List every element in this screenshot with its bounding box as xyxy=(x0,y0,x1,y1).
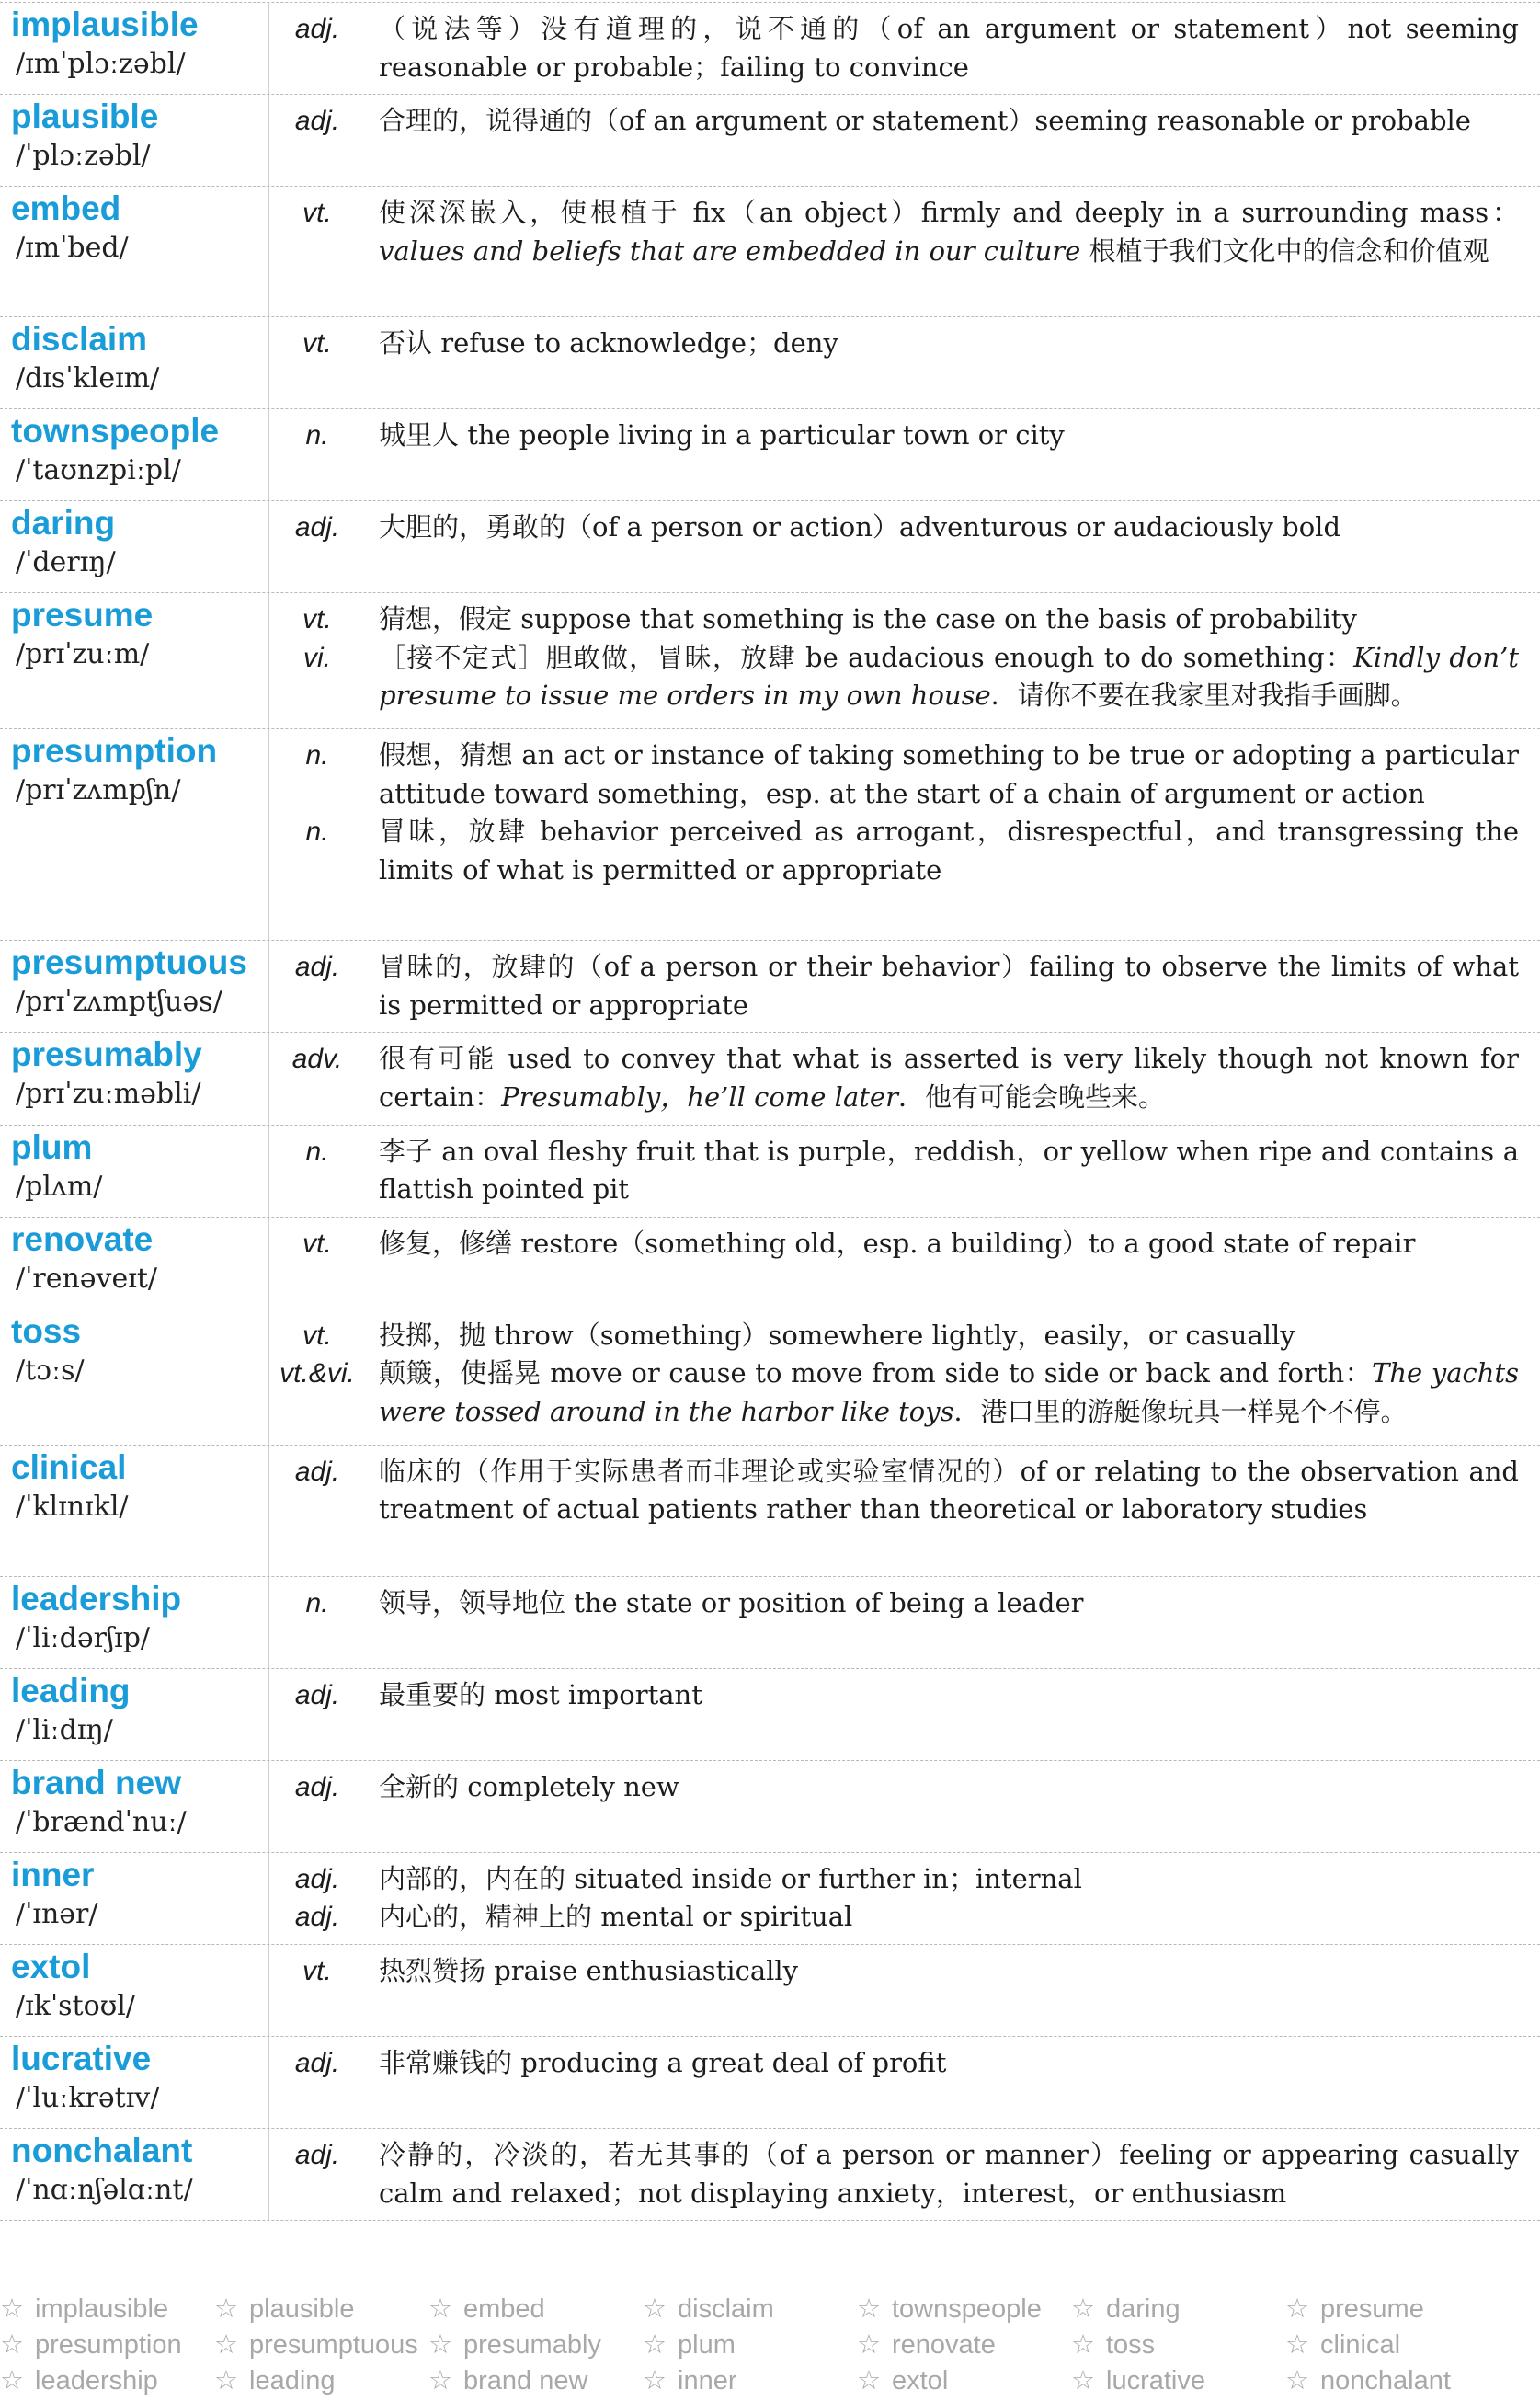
index-word: clinical xyxy=(1320,2330,1401,2360)
definition-cell xyxy=(269,1945,1540,2036)
sense xyxy=(269,1317,1519,1355)
definition-text: 城里人 the people living in a particular town or city xyxy=(379,419,1065,452)
word-index xyxy=(0,2291,1540,2398)
part-of-speech: adj. xyxy=(294,14,340,44)
entry-row xyxy=(0,1309,1540,1446)
sense xyxy=(269,1133,1519,1209)
part-of-speech: n. xyxy=(305,1136,329,1167)
entry-row xyxy=(0,3,1540,95)
headword: presumptuous xyxy=(11,943,247,982)
word-cell xyxy=(0,941,269,1032)
word-cell xyxy=(0,1126,269,1217)
definition-text: 猜想，假定 suppose that something is the case on the basis of probability xyxy=(379,603,1357,635)
part-of-speech: adj. xyxy=(294,1679,340,1710)
sense xyxy=(269,102,1519,141)
sense xyxy=(269,10,1519,86)
index-word: presumption xyxy=(35,2330,182,2360)
word-cell xyxy=(0,1577,269,1668)
sense xyxy=(269,1453,1519,1529)
definition xyxy=(379,509,1519,547)
phonetic: /ˈklɪnɪkl/ xyxy=(16,1490,129,1523)
index-item xyxy=(857,2362,1071,2398)
part-of-speech: adj. xyxy=(294,2139,340,2170)
entry-row xyxy=(0,1853,1540,1945)
definition-text: 合理的，说得通的（of an argument or statement）seeming reasonable or probable xyxy=(379,105,1471,137)
sense xyxy=(269,194,1519,270)
entry-row xyxy=(0,501,1540,593)
definition-cell xyxy=(269,1218,1540,1309)
vocabulary-table xyxy=(0,2,1540,2221)
definition xyxy=(379,1860,1519,1899)
phonetic: /ˈtaʊnzpiːpl/ xyxy=(16,454,181,487)
word-cell xyxy=(0,2037,269,2128)
definition-text: 临床的（作用于实际患者而非理论或实验室情况的）of or relating to the observation and treatment of actual patients rather than theoretical or laboratory studies xyxy=(379,1455,1519,1526)
phonetic: /tɔːs/ xyxy=(16,1354,85,1387)
index-item xyxy=(1285,2327,1500,2362)
phonetic: /dɪsˈkleɪm/ xyxy=(16,362,160,395)
entry-row xyxy=(0,1033,1540,1125)
index-item xyxy=(643,2327,857,2362)
word-cell xyxy=(0,317,269,408)
part-of-speech: n. xyxy=(305,420,329,452)
phonetic: /plʌm/ xyxy=(16,1170,103,1203)
phonetic: /prɪˈzʌmpʃn/ xyxy=(16,774,181,807)
sense xyxy=(269,1898,1519,1937)
definition xyxy=(379,1676,1519,1715)
sense xyxy=(269,2044,1519,2083)
index-word: inner xyxy=(678,2366,737,2395)
index-item xyxy=(428,2327,643,2362)
index-item xyxy=(1285,2362,1500,2398)
word-cell xyxy=(0,1309,269,1445)
definition xyxy=(379,639,1519,715)
index-word: extol xyxy=(892,2366,949,2395)
definition xyxy=(379,1133,1519,1209)
index-item xyxy=(857,2327,1071,2362)
entry-row xyxy=(0,317,1540,409)
headword: plausible xyxy=(11,97,159,136)
index-item xyxy=(1071,2362,1285,2398)
index-word: toss xyxy=(1106,2330,1156,2360)
star-icon: ☆ xyxy=(428,2364,452,2395)
definition-cell xyxy=(269,1126,1540,1217)
headword: inner xyxy=(11,1855,95,1893)
phonetic: /ˈnɑːnʃəlɑːnt/ xyxy=(16,2173,193,2206)
entry-row xyxy=(0,409,1540,501)
definition xyxy=(379,1225,1519,1263)
definition xyxy=(379,1584,1519,1623)
definition xyxy=(379,417,1519,455)
sense xyxy=(269,509,1519,547)
definition-cell xyxy=(269,2037,1540,2128)
definition-text: 最重要的 most important xyxy=(379,1678,702,1710)
headword: townspeople xyxy=(11,412,220,451)
part-of-speech: vt. xyxy=(302,328,332,360)
star-icon: ☆ xyxy=(643,2328,667,2360)
definition-text: 投掷，抛 throw（something）somewhere lightly，easily，or casually xyxy=(379,1319,1295,1351)
sense xyxy=(269,1860,1519,1899)
definition-text: 否认 refuse to acknowledge；deny xyxy=(379,327,838,360)
sense xyxy=(269,948,1519,1024)
entry-row xyxy=(0,1577,1540,1669)
sense xyxy=(269,1040,1519,1116)
entry-row xyxy=(0,1218,1540,1309)
definition-cell xyxy=(269,1761,1540,1852)
definition xyxy=(379,948,1519,1024)
headword: renovate xyxy=(11,1219,154,1258)
headword: toss xyxy=(11,1311,82,1350)
part-of-speech: adj. xyxy=(294,512,340,543)
index-word: embed xyxy=(463,2294,545,2324)
definition-text: 修复，修缮 restore（something old，esp. a building）to a good state of repair xyxy=(379,1227,1416,1259)
word-cell xyxy=(0,3,269,94)
definition xyxy=(379,2044,1519,2083)
definition xyxy=(379,1040,1519,1116)
example-sentence: The yachts were tossed around in the harbor like toys xyxy=(379,1357,1519,1427)
definition-text: 内部的，内在的 situated inside or further in；internal xyxy=(379,1862,1082,1894)
definition xyxy=(379,1453,1519,1529)
definition xyxy=(379,2136,1519,2212)
definition-text: 根植于我们文化中的信念和价值观 xyxy=(1080,234,1489,267)
phonetic: /ˈrenəveɪt/ xyxy=(16,1262,157,1295)
definition-text: 李子 an oval fleshy fruit that is purple，reddish，or yellow when ripe and contains a flattish pointed pit xyxy=(379,1135,1519,1206)
definition-text: 冒昧的，放肆的（of a person or their behavior）failing to observe the limits of what is permitted or appropriate xyxy=(379,951,1519,1021)
headword: leadership xyxy=(11,1579,182,1618)
definition-cell xyxy=(269,1669,1540,1760)
star-icon: ☆ xyxy=(214,2364,238,2395)
index-item xyxy=(1071,2291,1285,2327)
word-cell xyxy=(0,1945,269,2036)
word-cell xyxy=(0,1033,269,1124)
sense xyxy=(269,1768,1519,1807)
phonetic: /ɪmˈbed/ xyxy=(16,232,129,265)
headword: leading xyxy=(11,1671,131,1709)
definition-cell xyxy=(269,95,1540,186)
sense xyxy=(269,639,1519,715)
index-item xyxy=(0,2327,214,2362)
part-of-speech: vt. xyxy=(302,1955,332,1986)
part-of-speech: vt. xyxy=(302,604,332,635)
phonetic: /prɪˈzʌmptʃuəs/ xyxy=(16,986,222,1019)
index-item xyxy=(428,2291,643,2327)
word-cell xyxy=(0,729,269,940)
sense xyxy=(269,1952,1519,1991)
phonetic: /ˈbrændˈnuː/ xyxy=(16,1805,187,1838)
word-cell xyxy=(0,95,269,186)
definition-text: 假想，猜想 an act or instance of taking something to be true or adopting a particular attitude toward something，esp. at the start of a chain of argument or action xyxy=(379,739,1519,809)
star-icon: ☆ xyxy=(1285,2292,1309,2324)
definition-text: ．请你不要在我家里对我指手画脚。 xyxy=(990,680,1418,712)
definition xyxy=(379,1952,1519,1991)
part-of-speech: adj. xyxy=(294,1456,340,1487)
definition xyxy=(379,600,1519,639)
index-word: leading xyxy=(249,2366,336,2395)
index-item xyxy=(428,2362,643,2398)
star-icon: ☆ xyxy=(1071,2292,1095,2324)
phonetic: /ˈluːkrətɪv/ xyxy=(16,2081,160,2114)
definition-cell xyxy=(269,501,1540,592)
star-icon: ☆ xyxy=(0,2364,24,2395)
index-word: renovate xyxy=(892,2330,996,2360)
part-of-speech: adj. xyxy=(294,106,340,137)
sense xyxy=(269,2136,1519,2212)
definition-text: 内心的，精神上的 mental or spiritual xyxy=(379,1901,853,1933)
definition xyxy=(379,10,1519,86)
index-word: lucrative xyxy=(1106,2366,1205,2395)
definition-text: 热烈赞扬 praise enthusiastically xyxy=(379,1954,799,1986)
part-of-speech: adj. xyxy=(294,1771,340,1802)
word-cell xyxy=(0,501,269,592)
entry-row xyxy=(0,2129,1540,2221)
index-item xyxy=(0,2362,214,2398)
sense xyxy=(269,1355,1519,1431)
star-icon: ☆ xyxy=(214,2292,238,2324)
index-word: brand new xyxy=(463,2366,588,2395)
definition xyxy=(379,1898,1519,1937)
phonetic: /ˈderɪŋ/ xyxy=(16,546,116,579)
star-icon: ☆ xyxy=(857,2328,881,2360)
entry-row xyxy=(0,1761,1540,1853)
definition xyxy=(379,1355,1519,1431)
definition-cell xyxy=(269,1446,1540,1576)
headword: extol xyxy=(11,1947,91,1985)
part-of-speech: vi. xyxy=(303,642,331,673)
sense xyxy=(269,1225,1519,1263)
part-of-speech: n. xyxy=(305,740,329,772)
entry-row xyxy=(0,1945,1540,2037)
index-item xyxy=(214,2291,428,2327)
word-cell xyxy=(0,2129,269,2220)
phonetic: /ˈplɔːzəbl/ xyxy=(16,140,151,173)
word-cell xyxy=(0,187,269,316)
word-cell xyxy=(0,1853,269,1944)
headword: brand new xyxy=(11,1763,182,1801)
definition-cell xyxy=(269,1033,1540,1124)
word-cell xyxy=(0,1446,269,1576)
definition-text: ．他有可能会晚些来。 xyxy=(897,1080,1165,1113)
part-of-speech: vt. xyxy=(302,198,332,229)
definition xyxy=(379,1317,1519,1355)
entry-row xyxy=(0,1126,1540,1218)
index-item xyxy=(214,2362,428,2398)
headword: disclaim xyxy=(11,320,148,359)
word-cell xyxy=(0,593,269,728)
sense xyxy=(269,1676,1519,1715)
part-of-speech: adj. xyxy=(294,1863,340,1894)
definition-text: 冷静的，冷淡的，若无其事的（of a person or manner）feeling or appearing casually calm and relaxed；not displaying anxiety，interest，or enthusiasm xyxy=(379,2138,1519,2209)
sense xyxy=(269,813,1519,889)
word-cell xyxy=(0,409,269,500)
example-sentence: values and beliefs that are embedded in our culture xyxy=(379,234,1081,267)
index-item xyxy=(857,2291,1071,2327)
index-word: nonchalant xyxy=(1320,2366,1451,2395)
entry-row xyxy=(0,187,1540,317)
star-icon: ☆ xyxy=(857,2364,881,2395)
definition-cell xyxy=(269,409,1540,500)
definition xyxy=(379,1768,1519,1807)
sense xyxy=(269,325,1519,363)
definition xyxy=(379,325,1519,363)
star-icon: ☆ xyxy=(1285,2364,1309,2395)
star-icon: ☆ xyxy=(1285,2328,1309,2360)
definition-text: ［接不定式］胆敢做，冒昧，放肆 be audacious enough to do something： xyxy=(379,641,1354,673)
definition-text: 使深深嵌入，使根植于 fix（an object）firmly and deeply in a surrounding mass： xyxy=(379,197,1519,229)
headword: presume xyxy=(11,596,154,635)
part-of-speech: n. xyxy=(305,1587,329,1618)
entry-row xyxy=(0,941,1540,1033)
star-icon: ☆ xyxy=(643,2364,667,2395)
star-icon: ☆ xyxy=(0,2328,24,2360)
definition-text: ．港口里的游艇像玩具一样晃个不停。 xyxy=(953,1395,1408,1427)
headword: clinical xyxy=(11,1447,127,1486)
phonetic: /ˈɪnər/ xyxy=(16,1897,98,1930)
definition xyxy=(379,194,1519,270)
entry-row xyxy=(0,1446,1540,1577)
definition-text: （说法等）没有道理的，说不通的（of an argument or statement）not seeming reasonable or probable；failing to convince xyxy=(379,13,1519,83)
index-word: plausible xyxy=(249,2294,355,2324)
definition xyxy=(379,102,1519,141)
definition xyxy=(379,813,1519,889)
definition-text: 大胆的，勇敢的（of a person or action）adventurous or audaciously bold xyxy=(379,511,1341,543)
part-of-speech: adj. xyxy=(294,952,340,983)
definition-cell xyxy=(269,1853,1540,1944)
index-item xyxy=(1071,2327,1285,2362)
phonetic: /prɪˈzuːm/ xyxy=(16,638,150,671)
headword: presumably xyxy=(11,1035,202,1074)
phonetic: /ˈliːdɪŋ/ xyxy=(16,1713,113,1746)
definition-cell xyxy=(269,593,1540,728)
entry-row xyxy=(0,1669,1540,1761)
index-item xyxy=(643,2291,857,2327)
definition-text: 非常赚钱的 producing a great deal of profit xyxy=(379,2046,947,2078)
definition-text: 冒昧，放肆 behavior perceived as arrogant，disrespectful，and transgressing the limits of what is permitted or appropriate xyxy=(379,816,1519,886)
part-of-speech: n. xyxy=(305,817,329,848)
headword: nonchalant xyxy=(11,2131,193,2169)
part-of-speech: adv. xyxy=(291,1044,343,1075)
star-icon: ☆ xyxy=(428,2328,452,2360)
index-item xyxy=(214,2327,428,2362)
definition-cell xyxy=(269,2129,1540,2220)
entry-row xyxy=(0,2037,1540,2129)
definition-cell xyxy=(269,729,1540,940)
phonetic: /prɪˈzuːməbli/ xyxy=(16,1078,201,1111)
index-item xyxy=(1285,2291,1500,2327)
index-word: implausible xyxy=(35,2294,169,2324)
headword: plum xyxy=(11,1127,93,1166)
entry-row xyxy=(0,95,1540,187)
definition-text: 领导，领导地位 the state or position of being a leader xyxy=(379,1586,1084,1618)
star-icon: ☆ xyxy=(643,2292,667,2324)
sense xyxy=(269,737,1519,813)
index-item xyxy=(0,2291,214,2327)
phonetic: /ˈliːdərʃɪp/ xyxy=(16,1621,151,1654)
sense xyxy=(269,600,1519,639)
example-sentence: Kindly don’t presume to issue me orders in my own house xyxy=(379,641,1519,712)
part-of-speech: vt. xyxy=(302,1228,332,1259)
index-item xyxy=(643,2362,857,2398)
headword: lucrative xyxy=(11,2039,152,2077)
sense xyxy=(269,417,1519,455)
part-of-speech: vt.&vi. xyxy=(279,1358,355,1389)
word-cell xyxy=(0,1669,269,1760)
definition xyxy=(379,737,1519,813)
phonetic: /ɪkˈstoʊl/ xyxy=(16,1989,135,2022)
word-cell xyxy=(0,1218,269,1309)
star-icon: ☆ xyxy=(0,2292,24,2324)
star-icon: ☆ xyxy=(1071,2364,1095,2395)
headword: implausible xyxy=(11,6,199,43)
definition-text: 很有可能 used to convey that what is asserted is very likely though not known for certain： xyxy=(379,1043,1519,1113)
index-word: leadership xyxy=(35,2366,158,2395)
phonetic: /ɪmˈplɔːzəbl/ xyxy=(16,48,186,80)
part-of-speech: adj. xyxy=(294,2047,340,2078)
part-of-speech: vt. xyxy=(302,1320,332,1351)
index-word: presumptuous xyxy=(249,2330,418,2360)
definition-cell xyxy=(269,1309,1540,1445)
index-word: disclaim xyxy=(678,2294,774,2324)
part-of-speech: adj. xyxy=(294,1902,340,1933)
star-icon: ☆ xyxy=(857,2292,881,2324)
index-word: daring xyxy=(1106,2294,1181,2324)
definition-cell xyxy=(269,187,1540,316)
entry-row xyxy=(0,729,1540,941)
star-icon: ☆ xyxy=(428,2292,452,2324)
sense xyxy=(269,1584,1519,1623)
index-word: presume xyxy=(1320,2294,1424,2324)
headword: presumption xyxy=(11,732,218,771)
index-word: presumably xyxy=(463,2330,601,2360)
index-word: plum xyxy=(678,2330,736,2360)
definition-cell xyxy=(269,941,1540,1032)
entry-row xyxy=(0,593,1540,729)
definition-text: 全新的 completely new xyxy=(379,1770,679,1802)
definition-cell xyxy=(269,3,1540,94)
definition-text: 颠簸，使摇晃 move or cause to move from side to side or back and forth： xyxy=(379,1357,1373,1389)
star-icon: ☆ xyxy=(1071,2328,1095,2360)
definition-cell xyxy=(269,317,1540,408)
headword: embed xyxy=(11,189,121,228)
index-word: townspeople xyxy=(892,2294,1042,2324)
definition-cell xyxy=(269,1577,1540,1668)
word-cell xyxy=(0,1761,269,1852)
example-sentence: Presumably，he’ll come later xyxy=(501,1080,898,1113)
headword: daring xyxy=(11,504,116,543)
star-icon: ☆ xyxy=(214,2328,238,2360)
